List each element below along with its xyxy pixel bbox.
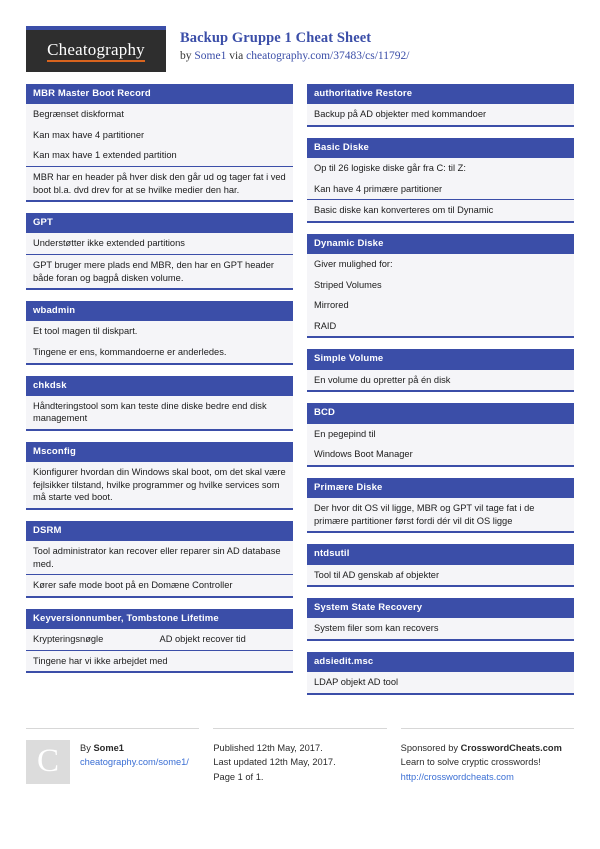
section-title: wbadmin (26, 301, 293, 321)
section-cell: Windows Boot Manager (314, 449, 413, 460)
section-row (26, 651, 293, 672)
section-row (307, 498, 574, 531)
section-row-group (307, 498, 574, 531)
sponsor-line (401, 741, 562, 755)
cheatography-logo-text: Cheatography (47, 41, 145, 62)
section-row (26, 167, 293, 200)
section-row (26, 462, 293, 508)
section-row (26, 541, 293, 574)
byline (180, 49, 409, 63)
section-row (307, 254, 574, 275)
section-row-group (26, 321, 293, 362)
byline-middle: via (226, 50, 247, 63)
section-title: BCD (307, 403, 574, 423)
section-cell: Kan max have 1 extended partition (33, 150, 177, 161)
section-row (307, 618, 574, 639)
section-cell: Kionfigurer hvordan din Windows skal boot, om det skal være fejlsikker tilstand, hvilke programmer og hvilke services som må starte ved boot. (33, 467, 286, 503)
section-title: Basic Diske (307, 138, 574, 158)
section-row-group (26, 255, 293, 288)
section-row-group (26, 104, 293, 167)
section-cell: Der hvor dit OS vil ligge, MBR og GPT vil tage fat i de primære partitioner først fordi dér vil dit OS ligge (314, 503, 535, 526)
section-title: System State Recovery (307, 598, 574, 618)
avatar: C (26, 740, 70, 784)
page-title: Backup Gruppe 1 Cheat Sheet (180, 30, 372, 46)
section-row (26, 145, 293, 166)
section-title: Simple Volume (307, 349, 574, 369)
byline-source-link[interactable]: cheatography.com/37483/cs/11792/ (246, 50, 410, 63)
section (307, 138, 574, 223)
section-row-group (26, 167, 293, 200)
section-row (26, 575, 293, 596)
section (307, 598, 574, 641)
section (26, 84, 293, 202)
updated-date: Last updated 12th May, 2017. (213, 757, 336, 768)
section-row (26, 104, 293, 125)
footer (0, 712, 600, 784)
footer-author-line (80, 741, 189, 755)
section-cell: Tingene er ens, kommandoerne er anderledes. (33, 346, 227, 357)
right-column (307, 84, 574, 706)
section-title: adsiedit.msc (307, 652, 574, 672)
section-row-group (26, 462, 293, 508)
section-row (307, 672, 574, 693)
section-cell: RAID (314, 320, 337, 331)
section-cell: Giver mulighed for: (314, 259, 393, 270)
section-row-group (307, 424, 574, 465)
section (26, 376, 293, 431)
section-row (307, 200, 574, 221)
section-row-group (26, 233, 293, 255)
section-row (26, 342, 293, 363)
section-row-group (26, 541, 293, 575)
section (307, 403, 574, 466)
section-title: ntdsutil (307, 544, 574, 564)
section-row (307, 424, 574, 445)
section (307, 349, 574, 392)
section-row (307, 565, 574, 586)
section-row (26, 629, 293, 650)
section-title: DSRM (26, 521, 293, 541)
footer-sponsor-text (401, 740, 562, 784)
section-cell: Striped Volumes (314, 279, 382, 290)
section (307, 652, 574, 695)
section-cell: Et tool magen til diskpart. (33, 326, 138, 337)
section-row-group (26, 629, 293, 651)
section (307, 234, 574, 339)
section-row (307, 444, 574, 465)
byline-prefix: by (180, 50, 195, 63)
section-title: Msconfig (26, 442, 293, 462)
section-row (26, 125, 293, 146)
section-row-group (26, 651, 293, 672)
section-cell: Tool til AD genskab af objekter (314, 569, 440, 580)
section-row-group (26, 396, 293, 429)
section-title: Primære Diske (307, 478, 574, 498)
section-row-group (307, 200, 574, 221)
section-row (26, 396, 293, 429)
byline-author-link[interactable]: Some1 (194, 50, 227, 63)
sponsor-prefix: Sponsored by (400, 742, 461, 753)
section-cell: Op til 26 logiske diske går fra C: til Z: (314, 163, 466, 174)
section-cell: Kan max have 4 partitioner (33, 129, 145, 140)
cheatography-logo[interactable] (26, 26, 166, 72)
section (307, 544, 574, 587)
section-cell: En volume du opretter på én disk (314, 374, 451, 385)
footer-dates-text (213, 740, 335, 784)
section (307, 84, 574, 127)
section-title: Keyversionnumber, Tombstone Lifetime (26, 609, 293, 629)
section-row-group (307, 565, 574, 586)
section-cell: Kan have 4 primære partitioner (314, 183, 443, 194)
section-cell: Mirrored (314, 300, 349, 311)
section (26, 213, 293, 290)
section-cell: Tool administrator kan recover eller reparer sin AD database med. (33, 546, 281, 569)
section-cell: Tingene har vi ikke arbejdet med (33, 655, 168, 666)
masthead (0, 0, 600, 78)
section-row-group (26, 575, 293, 596)
section-cell: Krypteringsnøgle (33, 634, 104, 645)
section (307, 478, 574, 533)
sponsor-tagline: Learn to solve cryptic crosswords! (400, 757, 541, 768)
footer-author-column (26, 728, 199, 784)
section-cell: GPT bruger mere plads end MBR, den har en GPT header både foran og bagpå disken volume. (33, 259, 274, 283)
section-cell: MBR har en header på hver disk den går ud og tager fat i ved boot bl.a. dvd drev for at se hvilke medier den har. (33, 171, 286, 195)
section-title: Dynamic Diske (307, 234, 574, 254)
section-row-group (307, 104, 574, 125)
section-row (307, 295, 574, 316)
section-cell: Understøtter ikke extended partitions (33, 238, 185, 249)
section-title: GPT (26, 213, 293, 233)
section-title: authoritative Restore (307, 84, 574, 104)
section-cell: Begrænset diskformat (33, 109, 124, 120)
section-cell: AD objekt recover tid (159, 634, 246, 645)
section-row-group (307, 618, 574, 639)
section-row-group (307, 254, 574, 336)
section-row-group (307, 158, 574, 200)
section (26, 301, 293, 364)
footer-author-prefix: By (80, 742, 94, 753)
section-row (26, 233, 293, 254)
section-row (307, 370, 574, 391)
footer-author-text (80, 740, 189, 784)
footer-dates-column (213, 728, 386, 784)
page-count: Page 1 of 1. (213, 771, 264, 782)
section-row-group (307, 370, 574, 391)
section-row (26, 321, 293, 342)
section-cell: System filer som kan recovers (314, 623, 439, 634)
section-cell: Kører safe mode boot på en Domæne Controller (33, 580, 233, 591)
section-cell: Basic diske kan konverteres om til Dynamic (314, 205, 494, 216)
section-title: chkdsk (26, 376, 293, 396)
section (26, 609, 293, 673)
section-cell: Backup på AD objekter med kommandoer (314, 109, 487, 120)
section-cell: En pegepind til (314, 428, 376, 439)
title-block (166, 26, 409, 64)
section-cell: LDAP objekt AD tool (314, 677, 399, 688)
footer-author-name: Some1 (93, 742, 124, 753)
published-date: Published 12th May, 2017. (213, 742, 323, 753)
section-row (26, 255, 293, 288)
footer-author-link[interactable]: cheatography.com/some1/ (80, 757, 189, 768)
left-column (26, 84, 293, 706)
section-row (307, 158, 574, 179)
sponsor-name: CrosswordCheats.com (460, 742, 562, 753)
sponsor-link[interactable]: http://crosswordcheats.com (400, 771, 514, 782)
section-cell: Håndteringstool som kan teste dine diske bedre end disk management (33, 400, 267, 424)
section-row (307, 179, 574, 200)
section (26, 442, 293, 510)
section (26, 521, 293, 598)
section-row (307, 275, 574, 296)
section-title: MBR Master Boot Record (26, 84, 293, 104)
section-row-group (307, 672, 574, 693)
section-row (307, 104, 574, 125)
content-columns (0, 78, 600, 706)
section-row (307, 316, 574, 337)
footer-sponsor-column (401, 728, 574, 784)
